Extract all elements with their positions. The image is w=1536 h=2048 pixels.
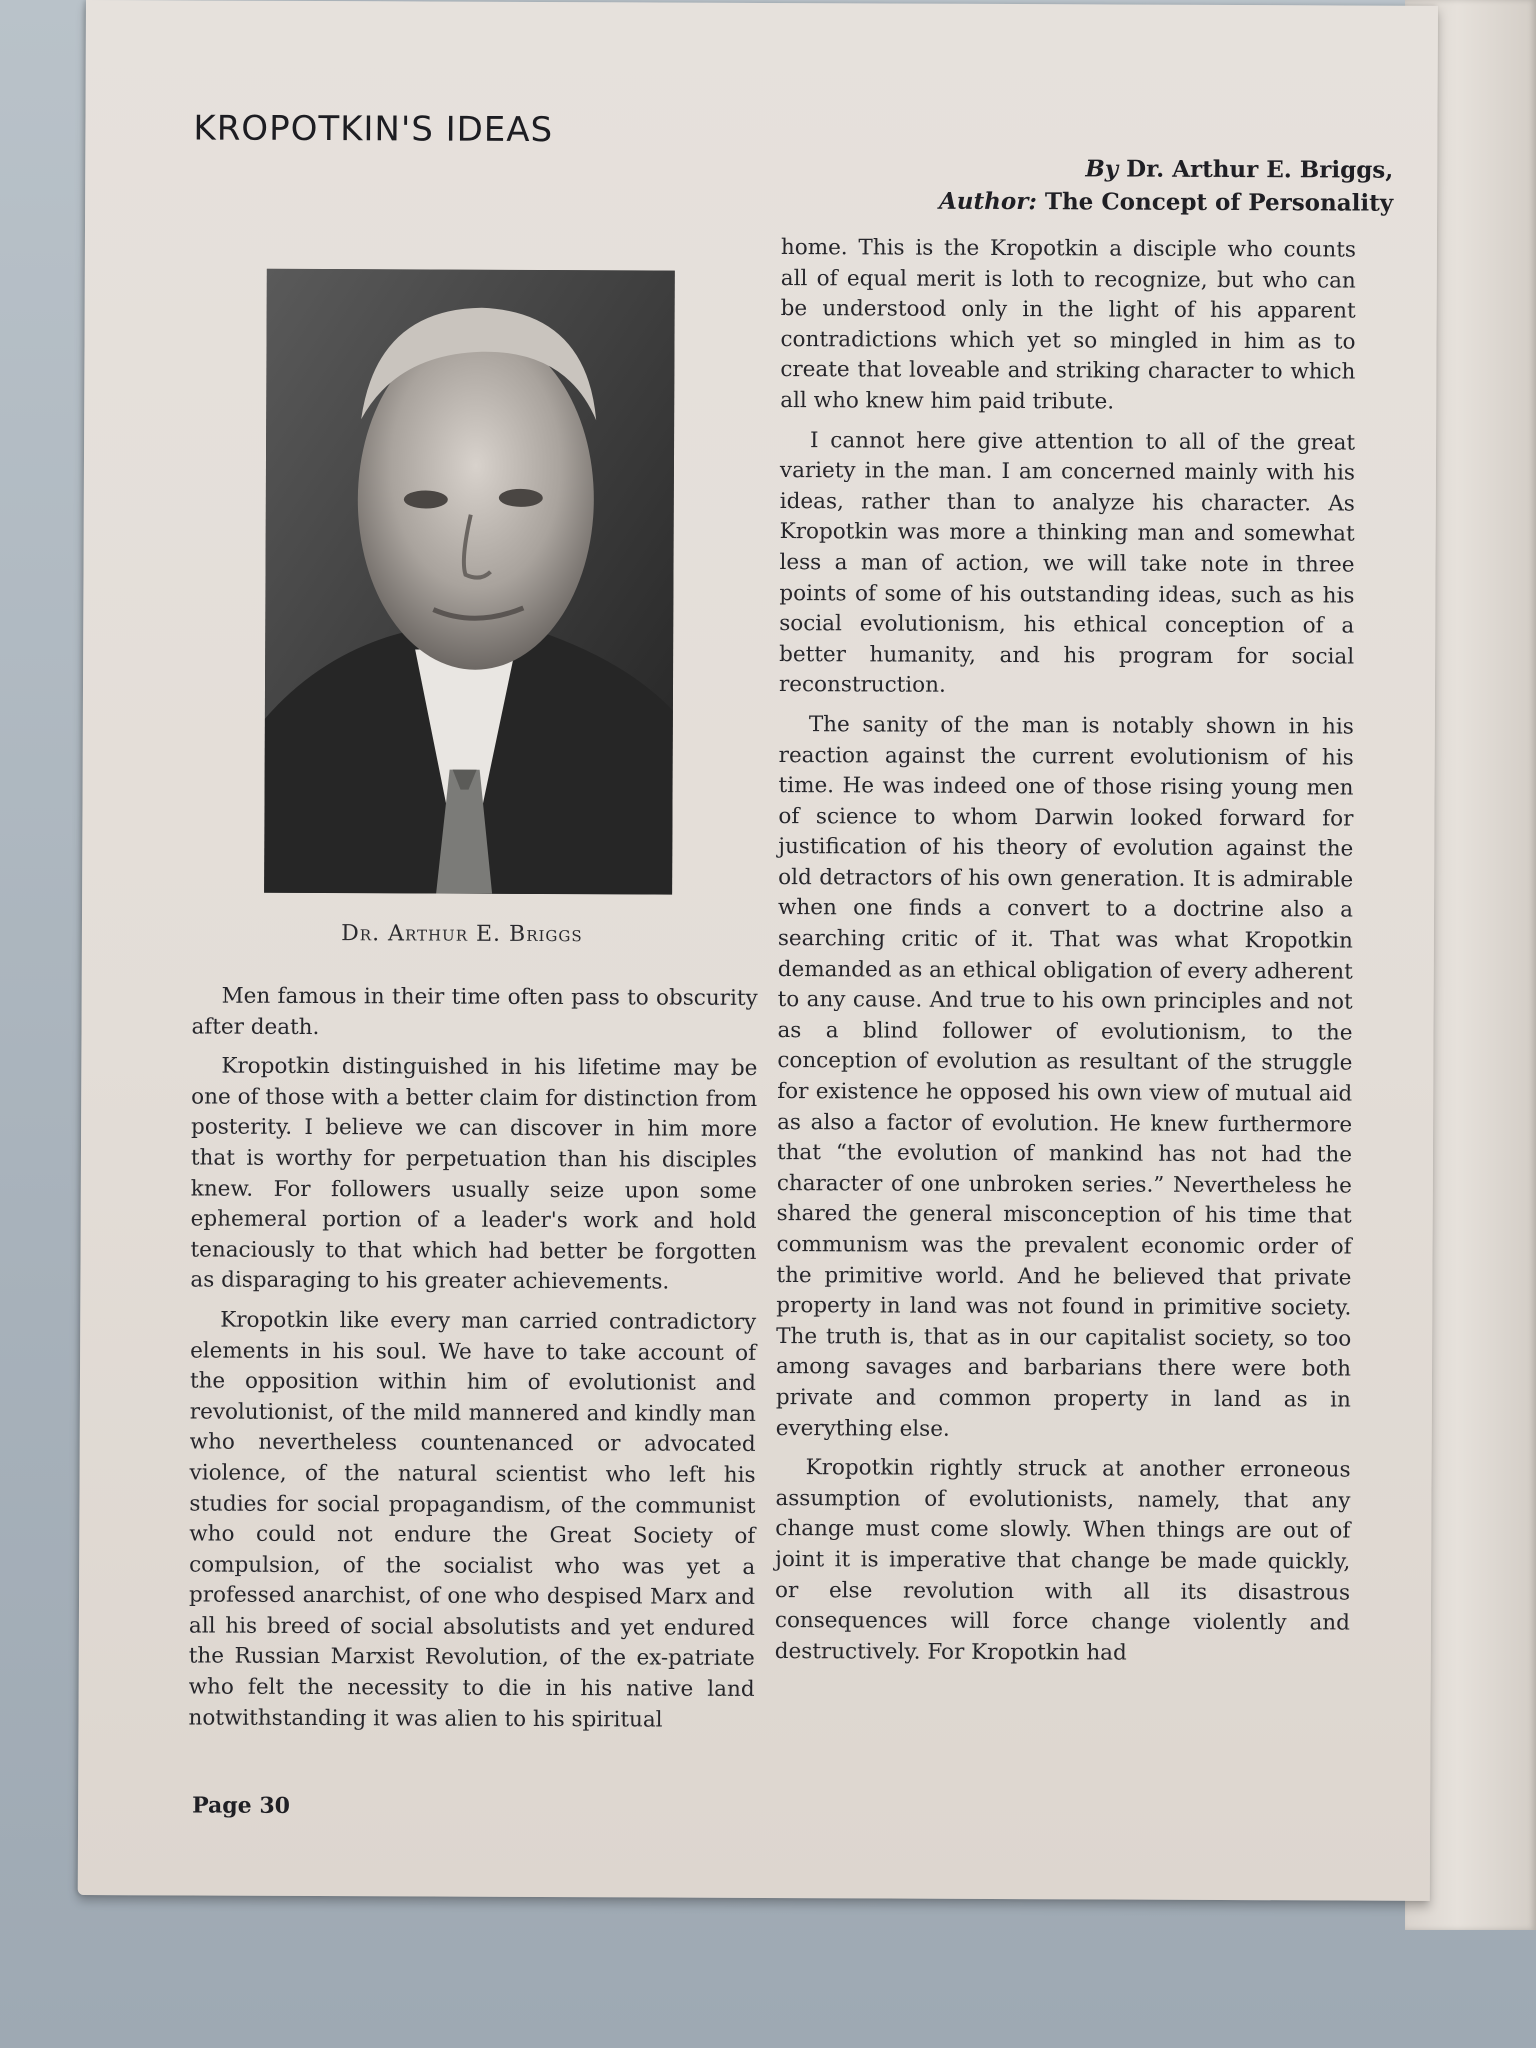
author-portrait-photo [264,269,675,895]
magazine-page [78,0,1438,1901]
right-paragraph-2: The sanity of the man is notably shown in his reaction against the current evolutionism of his time. He was indeed one of those rising young men of science to whom Darwin looked forward for justification of his theory of evolution against the old detractors of his own generation. It is admirable when one finds a convert to a doctrine also a searching critic of it. That was what Kropotkin demanded as an ethical obligation of every adherent to any cause. And true to his own principles and not as a blind follower of evolutionism, to the conception of evolution as resultant of the struggle for existence he opposed his own view of mutual aid as also a factor of evolution. He knew furthermore that “the evolution of mankind has not had the character of one unbroken series.” Nevertheless he shared the general misconception of his time that communism was the prevalent economic order of the primitive world. And he believed that private property in land was not found in primitive society. The truth is, that as in our capitalist society, so too among savages and barbarians there were both private and common property in land as in everything else. [775,712,1354,1442]
photo-caption: Dr. Arthur E. Briggs [341,921,583,948]
right-paragraph-1: I cannot here give attention to all of the great variety in the man. I am concerned mainly with his ideas, rather than to analyze his character. As Kropotkin was more a thinking man and somewhat less a man of action, we will take note in three points of some of his outstanding ideas, such as his social evolutionism, his ethical conception of a better humanity, and his program for social reconstruction. [778,427,1356,699]
left-paragraph-3: Kropotkin like every man carried contradictory elements in his soul. We have to take account of the opposition within him of evolutionist and revolutionist, of the mild mannered and kindly man who nevertheless countenanced or advocated violence, of the natural scientist who left his studies for social propagandism, of the communist who could not endure the Great Society of compulsion, of the socialist who was yet a professed anarchist, of one who despised Marx and all his breed of social absolutists and yet endured the Russian Marxist Revolution, of the ex-patriate who felt the necessity to die in his native land notwithstanding it was alien to his spiritual [188,1307,757,1733]
byline-name: Dr. Arthur E. Briggs, [1126,155,1394,184]
byline [939,152,1393,220]
right-paragraph-3: Kropotkin rightly struck at another erroneous assumption of evolutionists, namely, that any change must come slowly. When things are out of joint it is imperative that change be made quickly, or else revolution with all its disastrous consequences will force change violently and destructively. For Kropotkin had [774,1455,1351,1666]
right-paragraph-continued: home. This is the Kropotkin a disciple who counts all of equal merit is loth to recognize, but who can be understood only in the light of his apparent contradictions which yet so mingled in him as to create that loveable and striking character to which all who knew him paid tribute. [780,235,1356,415]
page-number: Page 30 [192,1792,291,1819]
left-paragraph-1: Men famous in their time often pass to obscurity after death. [191,983,758,1040]
left-paragraph-2: Kropotkin distinguished in his lifetime may be one of those with a better claim for distinction from posterity. I believe we can discover in him more that is worthy for perpetuation than his disciples knew. For followers usually seize upon some ephemeral portion of a leader's work and hold tenaciously to that which had better be forgotten as disparaging to his greater achievements. [190,1053,758,1295]
author-prefix: Author: [938,187,1037,216]
byline-prefix: By [1085,155,1119,183]
right-column [775,233,1356,1679]
byline-line-2 [939,185,1393,220]
article-title: KROPOTKIN'S IDEAS [193,108,554,151]
portrait-illustration [264,269,675,895]
byline-line-1 [939,152,1393,187]
author-work: The Concept of Personality [1044,188,1394,217]
left-column [188,981,757,1745]
